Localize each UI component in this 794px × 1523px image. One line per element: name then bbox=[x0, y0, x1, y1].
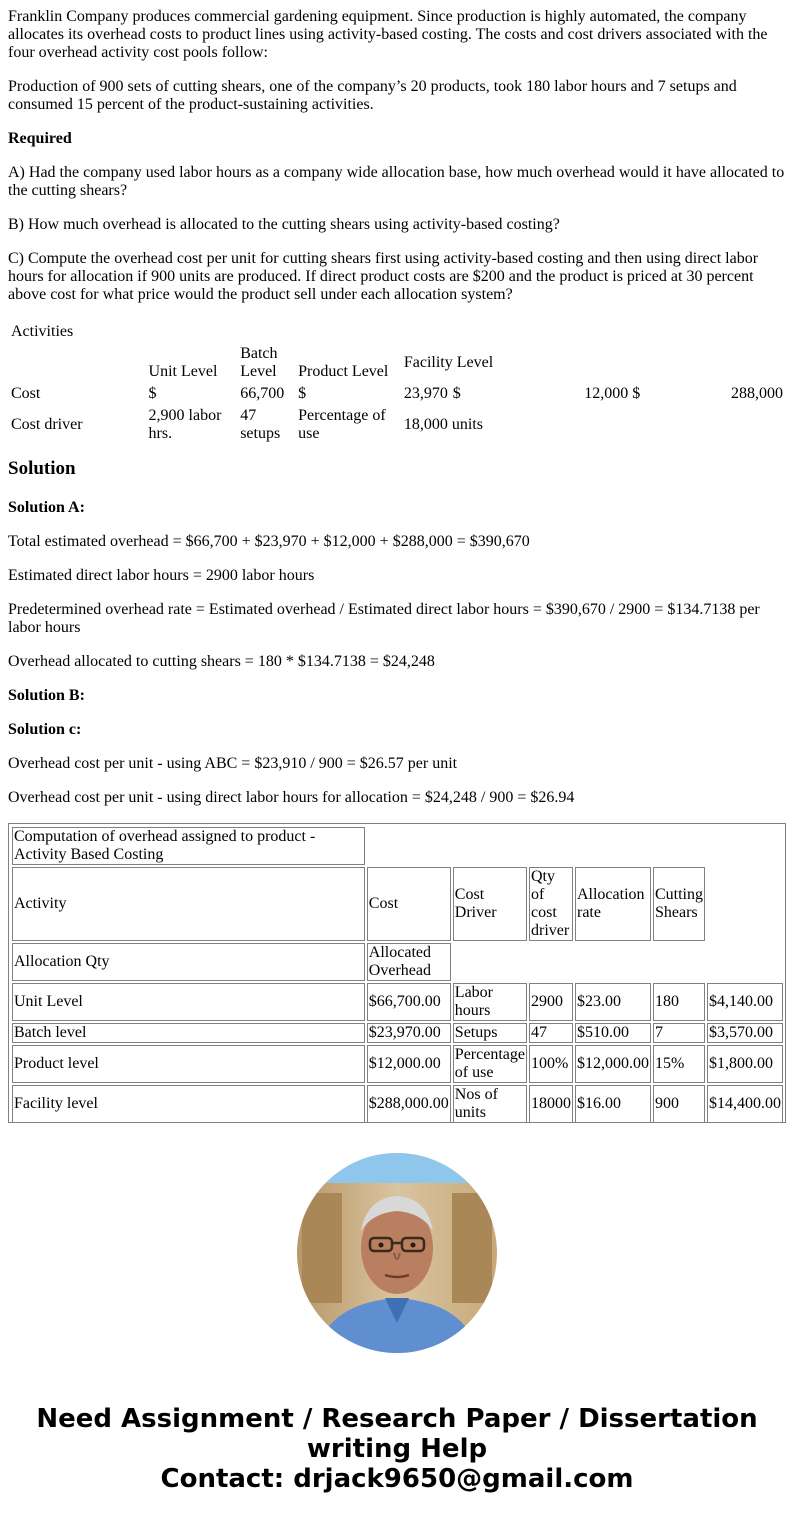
driver-cell: Percentage of use bbox=[298, 407, 386, 442]
driver-cell: 18,000 units bbox=[403, 416, 483, 433]
cost-cell: 12,000 bbox=[584, 385, 629, 402]
cell: $66,700.00 bbox=[367, 983, 451, 1021]
header-product-level: Product Level bbox=[298, 363, 389, 380]
cell: $16.00 bbox=[575, 1085, 651, 1123]
solution-c-heading: Solution c: bbox=[8, 721, 82, 738]
cell: Batch level bbox=[12, 1023, 365, 1043]
cost-row-label: Cost bbox=[11, 385, 41, 402]
col-header-cost: Cost bbox=[367, 867, 451, 941]
solution-a-line: Total estimated overhead = $66,700 + $23,970 + $12,000 + $288,000 = $390,670 bbox=[8, 533, 530, 550]
cost-cell: $ bbox=[148, 385, 157, 402]
computation-title: Computation of overhead assigned to product - Activity Based Costing bbox=[12, 827, 365, 865]
cell: 100% bbox=[529, 1045, 573, 1083]
solution-a-line: Predetermined overhead rate = Estimated overhead / Estimated direct labor hours = $390,670 / 2900 = $134.7138 per labor hours bbox=[8, 601, 760, 636]
cell: Nos of units bbox=[453, 1085, 527, 1123]
intro-paragraph: Franklin Company produces commercial gardening equipment. Since production is highly automated, the company allocates its overhead costs to product lines using activity-based costing. The costs and cost drivers associated with the four overhead activity cost pools follow: bbox=[8, 8, 768, 61]
promo-line: writing Help bbox=[306, 1434, 488, 1464]
cell: 18000 bbox=[529, 1085, 573, 1123]
col-header-allocated-overhead: Allocated Overhead bbox=[367, 943, 451, 981]
cell: $510.00 bbox=[575, 1023, 651, 1043]
col-header-allocation-rate: Allocation rate bbox=[575, 867, 651, 941]
col-header-qty: Qty of cost driver bbox=[529, 867, 573, 941]
cell: $3,570.00 bbox=[707, 1023, 783, 1043]
table-row bbox=[12, 983, 783, 1021]
solution-heading: Solution bbox=[8, 458, 76, 479]
required-heading: Required bbox=[8, 130, 72, 147]
portrait-photo bbox=[297, 1153, 497, 1353]
cell: Facility level bbox=[12, 1085, 365, 1123]
cell: $12,000.00 bbox=[575, 1045, 651, 1083]
solution-c-line: Overhead cost per unit - using ABC = $23,910 / 900 = $26.57 per unit bbox=[8, 755, 458, 772]
cost-value: 288,000 bbox=[731, 385, 783, 402]
author-avatar bbox=[297, 1153, 497, 1353]
solution-c-line: Overhead cost per unit - using direct labor hours for allocation = $24,248 / 900 = $26.94 bbox=[8, 789, 575, 806]
cell: Unit Level bbox=[12, 983, 365, 1021]
table-row bbox=[12, 1023, 783, 1043]
cost-cell bbox=[631, 384, 784, 404]
question-c: C) Compute the overhead cost per unit for cutting shears first using activity-based costing and then using direct labor hours for allocation if 900 units are produced. If direct product costs are $200 and the product is priced at 30 percent above cost for what price would the product sell under each allocation system? bbox=[8, 250, 759, 303]
col-header-cost-driver: Cost Driver bbox=[453, 867, 527, 941]
activities-table bbox=[8, 320, 786, 446]
driver-cell: 2,900 labor hrs. bbox=[148, 407, 222, 442]
col-header-cutting-shears: Cutting Shears bbox=[653, 867, 705, 941]
cell: 7 bbox=[653, 1023, 705, 1043]
col-header-activity: Activity bbox=[12, 867, 365, 941]
cell: 15% bbox=[653, 1045, 705, 1083]
computation-table bbox=[8, 823, 786, 1123]
header-batch-level: Batch Level bbox=[240, 345, 278, 380]
table-row bbox=[12, 1045, 783, 1083]
cost-cell: $ bbox=[298, 385, 307, 402]
cell: $23.00 bbox=[575, 983, 651, 1021]
promo-contact: Contact: drjack9650@gmail.com bbox=[160, 1464, 634, 1494]
cell: Product level bbox=[12, 1045, 365, 1083]
question-b: B) How much overhead is allocated to the cutting shears using activity-based costing? bbox=[8, 216, 560, 233]
promo-banner bbox=[0, 1404, 794, 1494]
cell: 47 bbox=[529, 1023, 573, 1043]
solution-a-line: Estimated direct labor hours = 2900 labor hours bbox=[8, 567, 315, 584]
cell: $4,140.00 bbox=[707, 983, 783, 1021]
header-facility-level: Facility Level bbox=[403, 354, 494, 371]
cell: Labor hours bbox=[453, 983, 527, 1021]
solution-a-heading: Solution A: bbox=[8, 499, 85, 516]
cell: 900 bbox=[653, 1085, 705, 1123]
cell: $14,400.00 bbox=[707, 1085, 783, 1123]
cell: $1,800.00 bbox=[707, 1045, 783, 1083]
activities-title: Activities bbox=[11, 323, 74, 340]
cell: $288,000.00 bbox=[367, 1085, 451, 1123]
cell: Setups bbox=[453, 1023, 527, 1043]
cost-cell: 66,700 bbox=[240, 385, 285, 402]
cell: $23,970.00 bbox=[367, 1023, 451, 1043]
cell: Percentage of use bbox=[454, 1046, 525, 1081]
driver-row-label: Cost driver bbox=[11, 416, 83, 433]
question-a: A) Had the company used labor hours as a company wide allocation base, how much overhead would it have allocated to the cutting shears? bbox=[8, 164, 785, 199]
production-paragraph: Production of 900 sets of cutting shears, one of the company’s 20 products, took 180 labor hours and 7 setups and consumed 15 percent of the product-sustaining activities. bbox=[8, 78, 737, 113]
cost-cell: 23,970 bbox=[403, 385, 448, 402]
col-header-allocation-qty: Allocation Qty bbox=[12, 943, 365, 981]
cost-dollar-sign: $ bbox=[632, 385, 641, 402]
promo-line: Need Assignment / Research Paper / Dissertation bbox=[36, 1404, 758, 1434]
table-row bbox=[12, 1085, 783, 1123]
solution-b-heading: Solution B: bbox=[8, 687, 85, 704]
cell: 180 bbox=[653, 983, 705, 1021]
solution-a-line: Overhead allocated to cutting shears = 180 * $134.7138 = $24,248 bbox=[8, 653, 435, 670]
cost-cell: $ bbox=[452, 385, 461, 402]
cell: 2900 bbox=[529, 983, 573, 1021]
cell: $12,000.00 bbox=[367, 1045, 451, 1083]
driver-cell: 47 setups bbox=[240, 407, 281, 442]
header-unit-level: Unit Level bbox=[148, 363, 218, 380]
